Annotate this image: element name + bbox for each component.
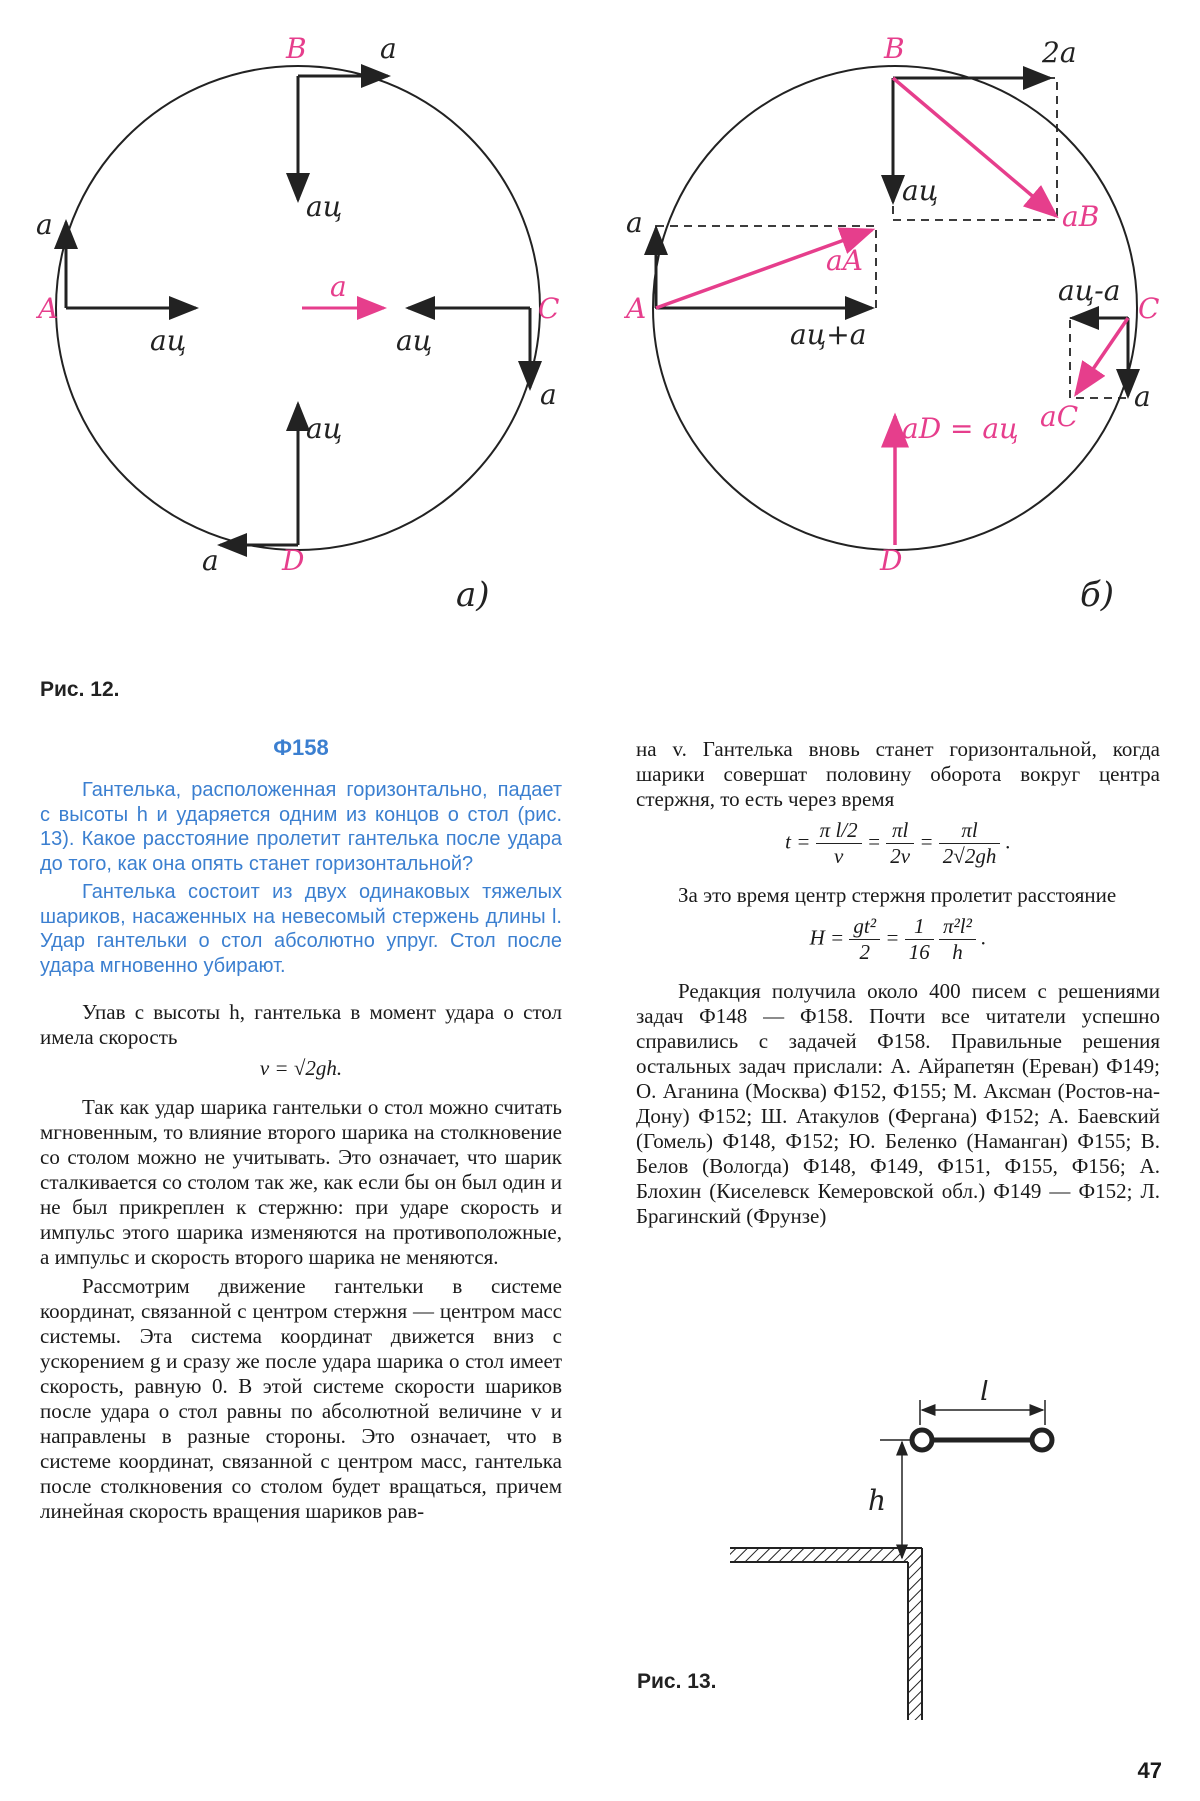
formula-H-lhs: H = — [809, 925, 845, 950]
formula-H-den3: h — [952, 940, 963, 964]
formula-t: t = $\frac{\text{π l/2}}{v}$ = $\frac{\pi l}{2v}$ = $\frac{\pi l}{2√2gh}$ . — [785, 818, 1011, 868]
figure-13 — [700, 1380, 1120, 1720]
left-column — [40, 735, 562, 1528]
dumbbell-ball-right — [1032, 1430, 1052, 1450]
point-b-b: B — [884, 32, 905, 65]
point-a-a: A — [38, 292, 59, 325]
formula-H-den1: 2 — [859, 940, 870, 964]
panel-a-label: а) — [456, 575, 490, 615]
figure-12-caption: Рис. 12. — [40, 678, 120, 701]
point-c-a: C — [538, 292, 560, 325]
formula-H: H = $\frac{\text{gt²}}{2}$ = $\frac{1}{16}$ $\frac{\text{π²l²}}{h}$ . — [809, 914, 987, 964]
label-a-left: a — [36, 208, 53, 241]
solution-p2: Так как удар шарика гантельки о стол можно считать мгновенным, то влияние второго шарика на столкновение со столом можно не учитывать. Это означает, что шарик сталкивается со столом так же, как если бы он был один и не был прикреплен к стержню: при ударе скорость и импульс этого шарика изменяются на противоположные, а импульс и скорость второго шарика не меняются. — [40, 1095, 562, 1269]
label-ac-right: aц — [396, 324, 433, 357]
label-a-top: a — [380, 32, 397, 65]
formula-H-num2: 1 — [905, 914, 934, 940]
formula-t-num3: πl — [939, 818, 1001, 844]
fig13-label-h: h — [868, 1484, 887, 1517]
solution-p6: Редакция получила около 400 писем с решениями задач Ф148 — Ф158. Почти все читатели успешно справились с задачей Ф158. Правильные решения остальных задач прислали: А. Айрапетян (Ереван) Ф149; О. Аганина (Москва) Ф152, Ф155; М. Аксман (Ростов-на-Дону) Ф152; Ш. Атакулов (Фергана) Ф152; А. Баевский (Гомель) Ф148, Ф152; Ю. Беленко (Наманган) Ф155; В. Белов (Вологда) Ф148, Ф149, Ф151, Ф155, Ф156; А. Блохин (Киселевск Кемеровской обл.) Ф149 — Ф152; Л. Брагинский (Фрунзе) — [636, 979, 1160, 1228]
page-number: 47 — [1137, 1758, 1162, 1783]
point-b-a: B — [286, 32, 307, 65]
label-ac-left: aц — [150, 324, 187, 357]
panel-b — [623, 32, 1159, 615]
label-ac-top: aц — [306, 190, 343, 223]
formula-t-den2: 2v — [890, 844, 911, 868]
point-a-b: A — [626, 292, 647, 325]
problem-text-2: Гантелька состоит из двух одинаковых тяжелых шариков, насаженных на невесомый стержень длины l. Удар гантельки о стол абсолютно упруг. Стол после удара мгновенно убирают. — [40, 881, 562, 977]
table-top — [730, 1548, 922, 1562]
problem-text-1: Гантелька, расположенная горизонтально, падает с высоты h и ударяется одним из концов о стол (рис. 13). Какое расстояние пролетит гантелька после удара до того, как она опять станет горизонтальной? — [40, 779, 562, 875]
problem-number: Ф158 — [273, 735, 329, 760]
point-d-a: D — [282, 544, 305, 577]
label-ac-b: aц — [902, 174, 939, 207]
label-ac-minus-a: aц-a — [1058, 274, 1121, 307]
point-c-b: C — [1138, 292, 1160, 325]
solution-p5: За это время центр стержня пролетит расстояние — [678, 883, 1117, 907]
label-a-bottom: a — [202, 544, 219, 577]
label-2a: 2a — [1042, 36, 1077, 69]
label-a-center: a — [330, 270, 347, 303]
formula-t-num2: πl — [886, 818, 914, 844]
dumbbell-ball-left — [912, 1430, 932, 1450]
solution-p1: Упав с высоты h, гантелька в момент удара о стол имела скорость — [40, 1000, 562, 1049]
formula-t-den3: 2√2gh — [942, 844, 997, 868]
table-leg — [908, 1548, 922, 1720]
label-a-right: a — [540, 378, 557, 411]
solution-p3: Рассмотрим движение гантельки в системе координат, связанной с центром стержня — центром масс системы. Эта система координат движется вниз с ускорением g и сразу же после удара шарика о стол имеет скорость, равную 0. В этой системе скорости шариков после удара о стол равны по абсолютной величине v и направлены в разные стороны. Это означает, что в системе координат, связанной с центром масс, гантелька после столкновения со столом будет вращаться, причем линейная скорость вращения шариков рав- — [40, 1274, 562, 1523]
formula-H-den2: 16 — [908, 940, 930, 964]
label-a-left-b: a — [626, 206, 643, 239]
right-column — [636, 737, 1160, 1233]
label-aD: aD = aц — [902, 412, 1019, 445]
formula-H-num3: π²l² — [939, 914, 976, 940]
label-ac-bottom: aц — [306, 412, 343, 445]
panel-a — [35, 32, 559, 615]
figure-13-caption: Рис. 13. — [637, 1670, 717, 1693]
formula-t-num1: π l/2 — [816, 818, 862, 844]
label-aC: aC — [1040, 400, 1079, 433]
formula-t-lhs: t = — [785, 829, 811, 854]
label-ac-plus-a: aц+a — [790, 318, 867, 351]
formula-H-num1: gt² — [849, 914, 880, 940]
formula-v: v = √2gh. — [259, 1056, 343, 1080]
point-d-b: D — [880, 544, 903, 577]
figure-12 — [0, 0, 1200, 640]
solution-p4: на v. Гантелька вновь станет горизонтальной, когда шарики совершат половину оборота вокруг центра стержня, то есть через время — [636, 737, 1160, 811]
panel-b-label: б) — [1080, 575, 1115, 615]
formula-t-den1: v — [833, 844, 844, 868]
label-a-right-b: a — [1134, 380, 1151, 413]
label-aB: aB — [1062, 200, 1100, 233]
label-aA: aA — [826, 244, 863, 277]
fig13-label-l: l — [980, 1380, 989, 1407]
